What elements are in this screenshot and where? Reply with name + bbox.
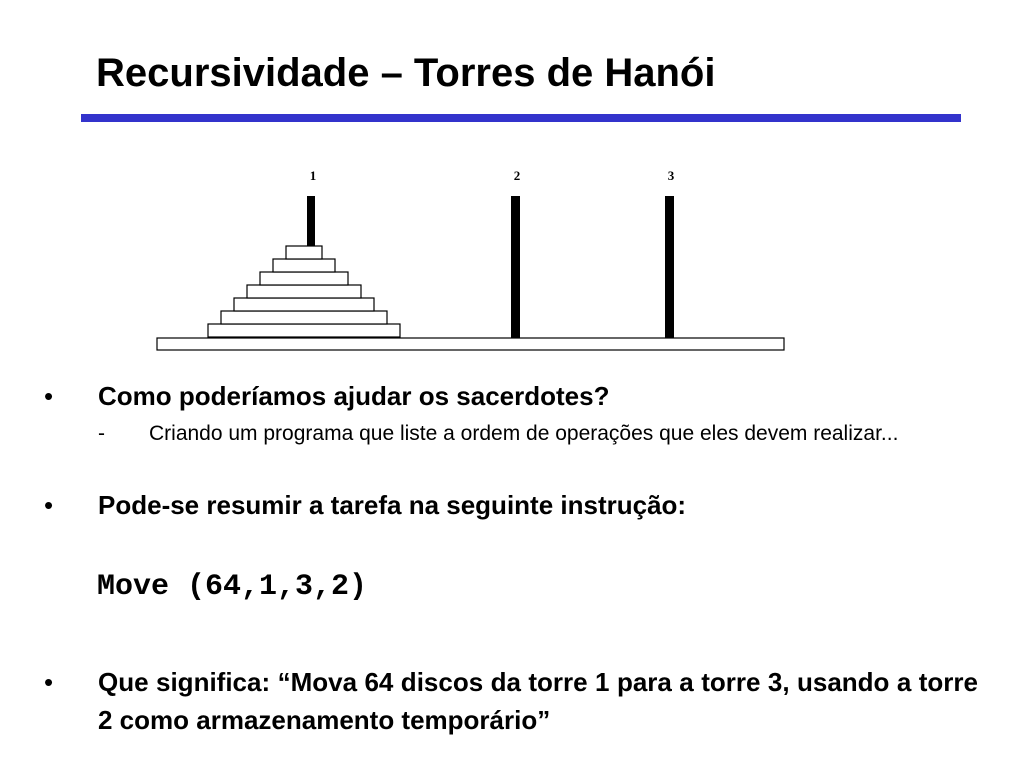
bullet-summary: Pode-se resumir a tarefa na seguinte instrução: [98,490,687,520]
slide-title: Recursividade – Torres de Hanói [96,51,716,95]
peg-label-3: 3 [667,168,675,183]
bullet-meaning: Que significa: “Mova 64 discos da torre 1 para a torre 3, usando a torre 2 como armazenamento temporário” [98,667,978,735]
peg-label-1: 1 [309,168,317,183]
sub-bullet-marker: - [98,422,105,445]
bullet-marker: • [44,381,54,411]
bullet-marker: • [44,490,54,520]
sub-bullet-answer: Criando um programa que liste a ordem de operações que eles devem realizar... [149,422,899,445]
peg-label-2: 2 [513,168,521,183]
bullet-question: Como poderíamos ajudar os sacerdotes? [98,381,610,411]
code-instruction: Move (64,1,3,2) [97,570,368,604]
bullet-marker: • [44,667,54,697]
